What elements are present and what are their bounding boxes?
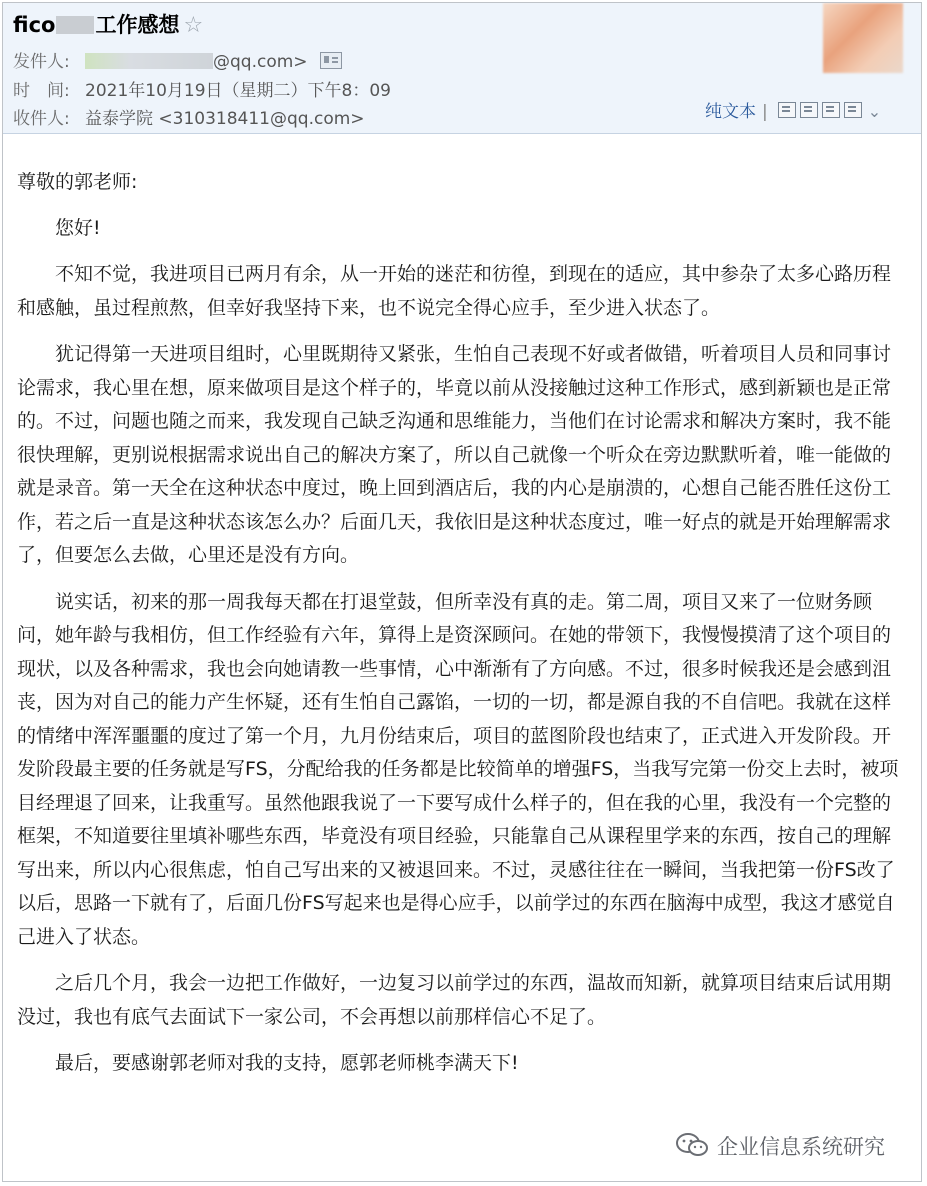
to-label: 收件人: <box>13 109 70 129</box>
paragraph: 您好! <box>55 216 101 239</box>
greeting: 尊敬的郭老师: <box>17 171 138 193</box>
from-label: 发件人: <box>13 52 70 72</box>
save-icon[interactable] <box>822 102 840 118</box>
subject-prefix: fico <box>13 13 56 37</box>
paragraph: 犹记得第一天进项目组时，心里既期待又紧张，生怕自己表现不好或者做错，听着项目人员和同事讨论需求，我心里在想，原来做项目是这个样子的，毕竟以前从没接触过这种工作形式，感到新颖也是正常的。不过，问题也随之而来，我发现自己缺乏沟通和思维能力，当他们在讨论需求和解决方案时，我不能很快理解，更别说根据需求说出自己的解决方案了，所以自己就像一个听众在旁边默默听着，唯一能做的就是录音。第一天全在这种状态中度过，晚上回到酒店后，我的内心是崩溃的，心想自己能否胜任这份工作，若之后一直是这种状态该怎么办？后面几天，我依旧是这种状态度过，唯一好点的就是开始理解需求了，但要怎么去做，心里还是没有方向。 <box>17 343 892 566</box>
watermark-text: 企业信息系统研究 <box>717 1135 885 1159</box>
to-value[interactable]: 益泰学院 <310318411@qq.com> <box>85 109 365 129</box>
time-label: 时 间: <box>13 81 70 101</box>
paragraph: 最后，要感谢郭老师对我的支持，愿郭老师桃李满天下! <box>55 1052 519 1074</box>
expand-icon[interactable]: ⌄ <box>867 102 882 121</box>
mail-body <box>17 166 907 1094</box>
to-row <box>13 104 365 129</box>
paragraph: 说实话，初来的那一周我每天都在打退堂鼓，但所幸没有真的走。第二周，项目又来了一位财务顾问，她年龄与我相仿，但工作经验有六年，算得上是资深顾问。在她的带领下，我慢慢摸清了这个项目的现状，以及各种需求，我也会向她请教一些事情，心中渐渐有了方向感。不过，很多时候我还是会感到沮丧，因为对自己的能力产生怀疑，还有生怕自己露馅，一切的一切，都是源自我的不自信吧。我就在这样的情绪中浑浑噩噩的度过了第一个月，九月份结束后，项目的蓝图阶段也结束了，正式进入开发阶段。开发阶段最主要的任务就是写FS，分配给我的任务都是比较简单的增强FS，当我写完第一份交上去时，被项目经理退了回来，让我重写。虽然他跟我说了一下要写成什么样子的，但在我的心里，我没有一个完整的框架，不知道要往里填补哪些东西，毕竟没有项目经验，只能靠自己从课程里学来的东西，按自己的理解写出来，所以内心很焦虑，怕自己写出来的又被退回来。不过，灵感往往在一瞬间，当我把第一份FS改了以后，思路一下就有了，后面几份FS写起来也是得心应手，以前学过的东西在脑海中成型，我这才感觉自己进入了状态。 <box>17 590 899 948</box>
paragraph: 不知不觉，我进项目已两月有余，从一开始的迷茫和彷徨，到现在的适应，其中参杂了太多心路历程和感触，虽过程煎熬，但幸好我坚持下来，也不说完全得心应手，至少进入状态了。 <box>17 263 892 319</box>
wechat-icon <box>675 1132 709 1163</box>
toolbar-separator: | <box>762 102 768 122</box>
new-window-icon[interactable] <box>778 102 796 118</box>
mail-subject <box>13 9 203 39</box>
paragraph: 之后几个月，我会一边把工作做好，一边复习以前学过的东西，温故而知新，就算项目结束后试用期没过，我也有底气去面试下一家公司，不会再想以前那样信心不足了。 <box>17 972 892 1028</box>
mail-toolbar <box>705 97 881 122</box>
from-email[interactable]: @qq.com> <box>213 52 308 72</box>
from-row <box>13 47 342 72</box>
mail-frame <box>2 2 922 1182</box>
time-row <box>13 76 391 101</box>
print-icon[interactable] <box>844 102 862 118</box>
time-value: 2021年10月19日（星期二）下午8：09 <box>85 81 391 101</box>
avatar[interactable] <box>823 3 903 73</box>
plain-text-link[interactable]: 纯文本 <box>705 102 756 122</box>
subject-suffix: 工作感想 <box>95 13 180 37</box>
contact-card-icon[interactable] <box>320 52 342 69</box>
redacted-block <box>56 16 94 34</box>
star-icon[interactable]: ☆ <box>183 13 204 38</box>
mail-header <box>3 3 921 134</box>
watermark <box>675 1131 885 1163</box>
copy-icon[interactable] <box>800 102 818 118</box>
redacted-sender <box>85 53 213 69</box>
